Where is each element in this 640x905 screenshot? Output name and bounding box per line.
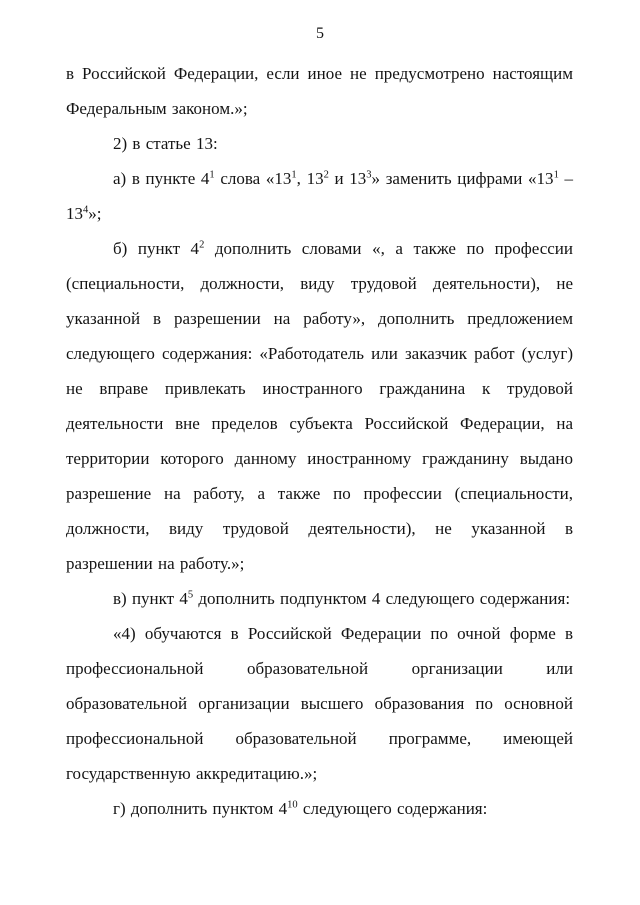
- paragraph-item-2a: [66, 161, 573, 231]
- superscript-number: 5: [187, 589, 194, 601]
- paragraph-item-2v: [66, 581, 573, 616]
- superscript-number: 4: [83, 204, 89, 216]
- text-run: и 13: [328, 169, 367, 188]
- superscript-number: 2: [199, 239, 205, 251]
- paragraph-subitem-4: [66, 616, 573, 791]
- superscript-number: 2: [323, 169, 329, 181]
- paragraph-item-2b: [66, 231, 573, 581]
- paragraph-continuation: [66, 56, 573, 126]
- text-run: дополнить словами «, а также по профессии (специальности, должности, виду трудовой деятельности), не указанной в разрешении на работу», дополнить предложением следующего содержания: «Работодатель или заказчик работ (услуг) не вправе привлекать иностранного гражданина к трудовой деятельности вне пределов субъекта Российской Федерации, на территории которого данному иностранному гражданину выдано разрешение на работу, а также по профессии (специальности, должности, виду трудовой деятельности), не указанной в разрешении на работу.»;: [66, 239, 573, 573]
- text-run: в) пункт 4: [113, 589, 188, 608]
- text-run: в Российской Федерации, если иное не предусмотрено настоящим Федеральным законом.»;: [66, 64, 573, 118]
- text-run: » заменить цифрами «13: [371, 169, 554, 188]
- page-number: 5: [316, 25, 324, 42]
- text-run: , 13: [296, 169, 324, 188]
- text-run: дополнить подпунктом 4 следующего содержания:: [193, 589, 571, 608]
- document-body: [66, 56, 573, 826]
- text-run: а) в пункте 4: [113, 169, 210, 188]
- text-run: 2) в статье 13:: [113, 134, 218, 153]
- superscript-number: 1: [553, 169, 559, 181]
- paragraph-item-2g: [66, 791, 573, 826]
- superscript-number: 1: [209, 169, 215, 181]
- paragraph-item-2: [66, 126, 573, 161]
- superscript-number: 1: [291, 169, 297, 181]
- text-run: б) пункт 4: [113, 239, 200, 258]
- text-run: г) дополнить пунктом 4: [113, 799, 288, 818]
- text-run: слова «13: [214, 169, 292, 188]
- text-run: »;: [88, 204, 102, 223]
- text-run: следующего содержания:: [297, 799, 488, 818]
- text-run: «4) обучаются в Российской Федерации по очной форме в профессиональной образовательной организации или образовательной организации высшего образования по основной профессиональной образовательной программе, имеющей государственную аккредитацию.»;: [66, 624, 573, 783]
- superscript-number: 10: [287, 799, 298, 811]
- superscript-number: 3: [366, 169, 372, 181]
- text-run: – 13: [66, 169, 573, 223]
